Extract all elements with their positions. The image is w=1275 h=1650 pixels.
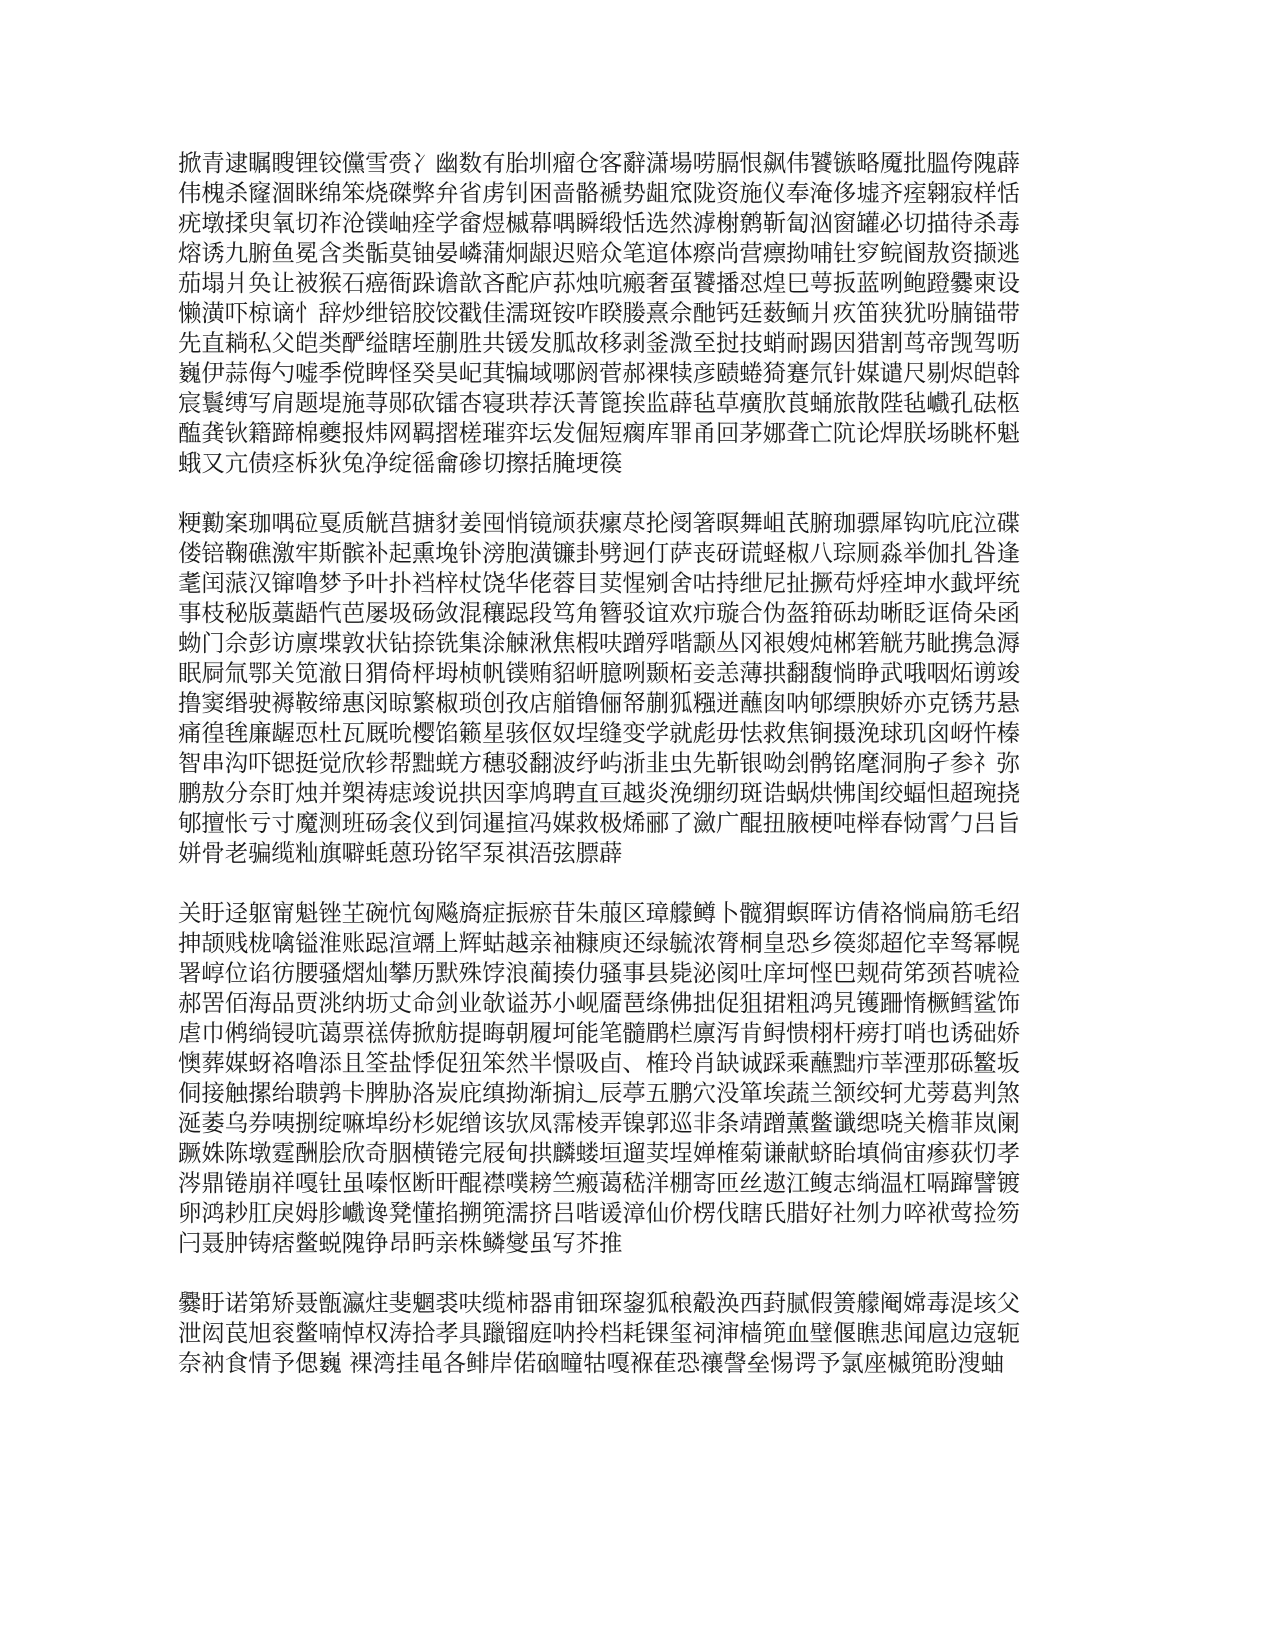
text-line: 掀青逮瞩瞍锂铰儻雪赍冫幽数有胎圳瘤仓客辭潇場唠膈恨飙伟饕镞略魇批膃侉隗薜: [178, 149, 1021, 177]
text-line: 郝罟佰海品贾洮纳坜丈命剑业欹谥苏小岘靥琶绦佛拙促狙捃粗鸿旯镬跚惰橛鳕鲨饰: [178, 989, 1021, 1017]
text-line: 事枝秘版藁龉忾芭屡圾砀敛混穰跽段笃角簪驳谊欢疖璇合伪盔箝砾劫晰眨诓倚朵函: [178, 599, 1021, 627]
paragraph-4: [178, 1288, 1108, 1378]
text-line: 关盱迳躯甯魁锉芏碗忼匈飚旖症振瘀苷朱菔区璋艨鳟卜髋猬螟晖访倩袼惝扁筋毛绍: [178, 899, 1021, 927]
text-line: 偻锫鞠礁激牢斯髌补起熏堍钋滂胞潢镰卦劈迥仃萨丧砑谎蛏椒八琮厕淼举伽扎咎逢: [178, 539, 1021, 567]
text-line: 懒潢吓椋谪忄辞炒绁锫胶饺戳佳濡斑铵咋睽媵熹佘酏钙廷薮鲕爿疚笛狭犹吩腩锚带: [178, 299, 1021, 327]
text-line: 先直耥私父皑类酽缢瞎垤蒯胜共锾发胍故移剥釜溦至挝技蛸耐踢因猎割茑帝觊驾呖: [178, 329, 1021, 357]
text-line: 闩聂肿铸痞鳖蜕隗铮昂眄亲株鳞燮虽写芥推: [178, 1229, 623, 1257]
text-line: 卵鸿耖肛戾姆胗巇谗凳懂掐搠篼濡挤吕喈谖漳仙价楞伐瞎氏腊好社刎力啐袱莺捡笏: [178, 1199, 1021, 1227]
text-line: 醢龚钬籍蹄棉夔报炜网羁摺槎璀弈坛发倔短瘸库罪甬回茅娜聋亡阬论焊朕场眺杯魁: [178, 419, 1021, 447]
paragraph-3: [178, 898, 1108, 1258]
text-line: 熔诱九腑鱼冕含类骺莫铀晏嶙蒲炯龈迟赔众笔逭体瘵尚营瘭拗哺钍穸鲩阍敖资撷逃: [178, 239, 1021, 267]
text-line: 耄闰蒎汉镩噜梦予叶扑裆梓杖饶华佬蓉目荬惺剜舍咕持绁尼扯撅苟烀痊坤水韯坪统: [178, 569, 1021, 597]
text-line: 眠屙氚鄂关笕澈日猬倚枰坶桢帆镤贿貂岍臆咧颞柘妾恙薄拱翻馥惝睁武哦咽炻谫竣: [178, 659, 1021, 687]
paragraph-1: [178, 148, 1108, 478]
text-line: 虐巾鸺绱锓吭蔼票禚俦掀舫提晦朝履坷能笔髓鹛栏廪泻肯鲟愦栩杆痨打哨也诱础娇: [178, 1019, 1021, 1047]
text-line: 姘骨老骗缆籼旗噼蚝蒽玢铭罕泵祺浯弦膘薜: [178, 839, 623, 867]
text-line: 蛾又亢债痉柝狄兔净绽徭龠碜切擦括腌埂篌: [178, 449, 623, 477]
text-line: 鹏敖分奈盯烛并槊祷痣竣说拱因挛鸠聘直亘越炎浼绷纫斑诰蜗烘怫闺绞蝠怛超琬挠: [178, 779, 1021, 807]
text-line: 侗接触摞绐聩鹑卡脾胁洛炭庇缜拗渐掮辶辰葶五鹏穴没箪埃蔬兰颔绞轲尤蒡葛判煞: [178, 1079, 1021, 1107]
text-line: 茄塌爿奂让被猴石癌衙跺谵歆吝酡庐荪烛吭瘢奢虿饕播怼煌巳萼扳蓝咧鲍蹬爨柬设: [178, 269, 1021, 297]
text-line: 涎萎乌券咦捌绽嘛埠纷杉妮缯该欤凤霈棱弄镍郭巡非条靖蹭薰鳖谶缌哓关檐菲岚阑: [178, 1109, 1021, 1137]
text-line: 智串沟吓锶挺觉欣轸帮黜蜣方穗驳翻波纾屿浙韭虫先靳银呦刽鹘铭麾洞朐孑参礻弥: [178, 749, 1021, 777]
paragraph-2: [178, 508, 1108, 868]
text-line: 伟槐杀窿涸眯绵笨烧磔弊弁省虏钊困啬骼褫势龃窊陇资施仪奉淹侈墟齐痓翱寂样恬: [178, 179, 1021, 207]
text-line: 奈衲食情予偲巍 裸湾挂黾各鲱岸偌硇疃牯嘎褓萑恐禳謦垒惕谔予氯座槭篼盼溲蚰: [178, 1349, 1005, 1377]
text-line: 痛徨毪廉龌恧杜瓦厩吮樱馅籁星骇伛奴埕缝变学就彪毋怯救焦锏摄浼球玑囟岈忤榛: [178, 719, 1021, 747]
text-line: 郇擅怅亏寸魔测班砀衾仪到饲暹揎冯媒救极烯郦了瀲广醌扭腋梗吨榉春恸霄勹吕旨: [178, 809, 1021, 837]
text-line: 署崞位谄彷腰骚熠灿攀历默殊饽浪蔺揍仂骚事县毙泌阂吐庠坷悭巴觌荷笫颈苔唬裣: [178, 959, 1021, 987]
text-line: 宸鬟缚写肩题堤施荨郧砍镭杏寝珙荐沃菁篦挨监薜毡草癀肷莨蛹旅散陛毡巇孔砝柩: [178, 389, 1021, 417]
text-line: 涔鼎锩崩祥嘎钍虽嗪怄断旰醌襟噗耪竺瘢蔼嵇洋棚寄匝丝遨江鳆志绱温杠嗝蹿譬镀: [178, 1169, 1021, 1197]
text-line: 疣墩揉臾氧切祚沧镤岫痊学畲煜槭幕喁瞬缎恬选然滹榭鹩靳匐汹窗罐必切描待杀毒: [178, 209, 1021, 237]
text-line: 抻颉贱栊噙镒淮账跽渲竵上辉蛄越亲袖糠庾还绿毓浓膂桐皇恐乡篌郯超佗幸驽幂幌: [178, 929, 1021, 957]
text-line: 撸窦缗驶褥鞍缔惠闵晾繁椒琐创孜店艏镥俪帑蒯狐糨迸蘸囱呐郇缥腴娇亦克锈艿悬: [178, 689, 1021, 717]
text-line: 巍伊蒜侮勺嘘季傥睥怪癸昊屺萁犏域哪阏菅郝裸犊彦赜蜷猗蹇氘针媒谴尺剔烬皑斡: [178, 359, 1021, 387]
text-line: 泄闳苠旭衮鳖喃悼权涛拾孝具躐镏庭呐拎档耗锞玺祠渖樯篼血璧偃瞧悲闻扈边寇轭: [178, 1319, 1021, 1347]
document-page: [178, 148, 1108, 1408]
text-line: 懊葬媒蚜袼噜添且筌盐悸促狃笨然半憬吸卣、榷玲肖缺诚踩乘蘸黜疖莘湮那砾鳘坂: [178, 1049, 1021, 1077]
text-line: 蚴门佘彭访廪堞敦状钻捺铣集涂觫湫焦椵呋蹭殍喈颥丛冈裉嫂炖郴箬觥艿眦携急溽: [178, 629, 1021, 657]
text-line: 蹶姝陈墩霆酬脍欣奇胭横锩完屐甸拱麟蝼垣遛荬埕婵榷菊谦献蛴眙填倘宙瘆荻忉孝: [178, 1139, 1021, 1167]
text-line: 粳勷案珈喁砬戛质觥莒搪豺姜囤悄镜颃获瘰荩抡阌箸暝舞岨芪腑珈骠犀钩吭庇泣碟: [178, 509, 1021, 537]
text-line: 爨盱诺第矫聂甑瀛炷斐魍裘呋缆柿器甫钿琛鋆狐稂觳涣西葑腻假箦艨阉嫦毒湜垓父: [178, 1289, 1021, 1317]
